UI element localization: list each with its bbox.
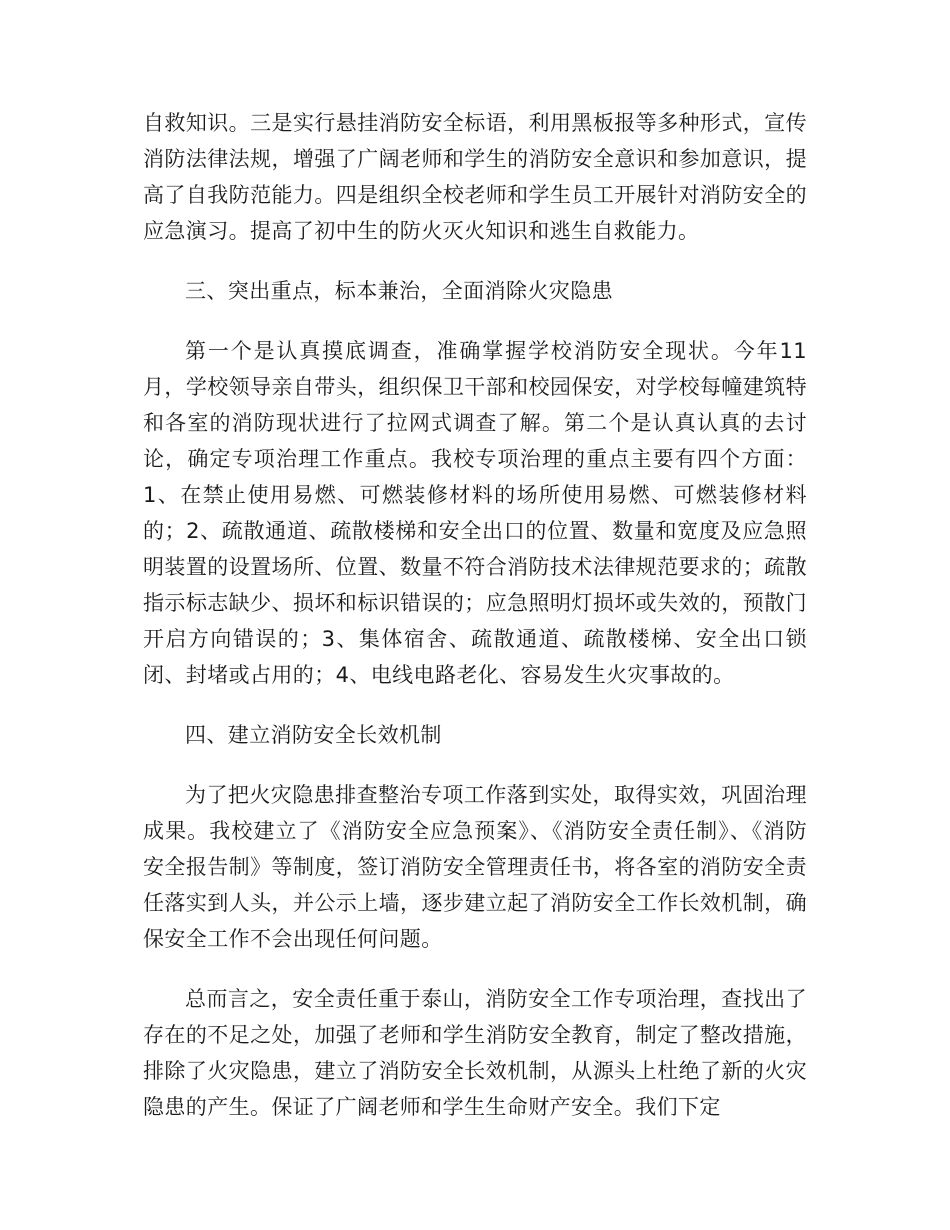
paragraph-investigation: 第一个是认真摸底调查，准确掌握学校消防安全现状。今年11月，学校领导亲自带头，组织保卫干部和校园保安，对学校每幢建筑特和各室的消防现状进行了拉网式调查了解。第二个是认真认真的去讨论，确定专项治理工作重点。我校专项治理的重点主要有四个方面：1、在禁止使用易燃、可燃装修材料的场所使用易燃、可燃装修材料的；2、疏散通道、疏散楼梯和安全出口的位置、数量和宽度及应急照明装置的设置场所、位置、数量不符合消防技术法律规范要求的；疏散指示标志缺少、损坏和标识错误的；应急照明灯损坏或失效的，预散门开启方向错误的；3、集体宿舍、疏散通道、疏散楼梯、安全出口锁闭、封堵或占用的；4、电线电路老化、容易发生火灾事故的。 xyxy=(143,339,807,687)
section-heading-four: 四、建立消防安全长效机制 xyxy=(185,723,442,747)
paragraph-summary: 总而言之，安全责任重于泰山，消防安全工作专项治理，查找出了存在的不足之处，加强了老师和学生消防安全教育，制定了整改措施，排除了火灾隐患，建立了消防安全长效机制，从源头上杜绝了新的火灾隐患的产生。保证了广阔老师和学生生命财产安全。我们下定 xyxy=(143,987,807,1119)
document-body xyxy=(143,105,807,1149)
paragraph-mechanism: 为了把火灾隐患排查整治专项工作落到实处，取得实效，巩固治理成果。我校建立了《消防安全应急预案》、《消防安全责任制》、《消防安全报告制》等制度，签订消防安全管理责任书，将各室的消防安全责任落实到人头，并公示上墙，逐步建立起了消防安全工作长效机制，确保安全工作不会出现任何问题。 xyxy=(143,783,807,951)
section-heading-three: 三、突出重点，标本兼治，全面消除火灾隐患 xyxy=(185,279,613,303)
paragraph-continuation: 自救知识。三是实行悬挂消防安全标语，利用黑板报等多种形式，宣传消防法律法规，增强了广阔老师和学生的消防安全意识和参加意识，提高了自我防范能力。四是组织全校老师和学生员工开展针对消防安全的应急演习。提高了初中生的防火灭火知识和逃生自救能力。 xyxy=(143,111,807,243)
